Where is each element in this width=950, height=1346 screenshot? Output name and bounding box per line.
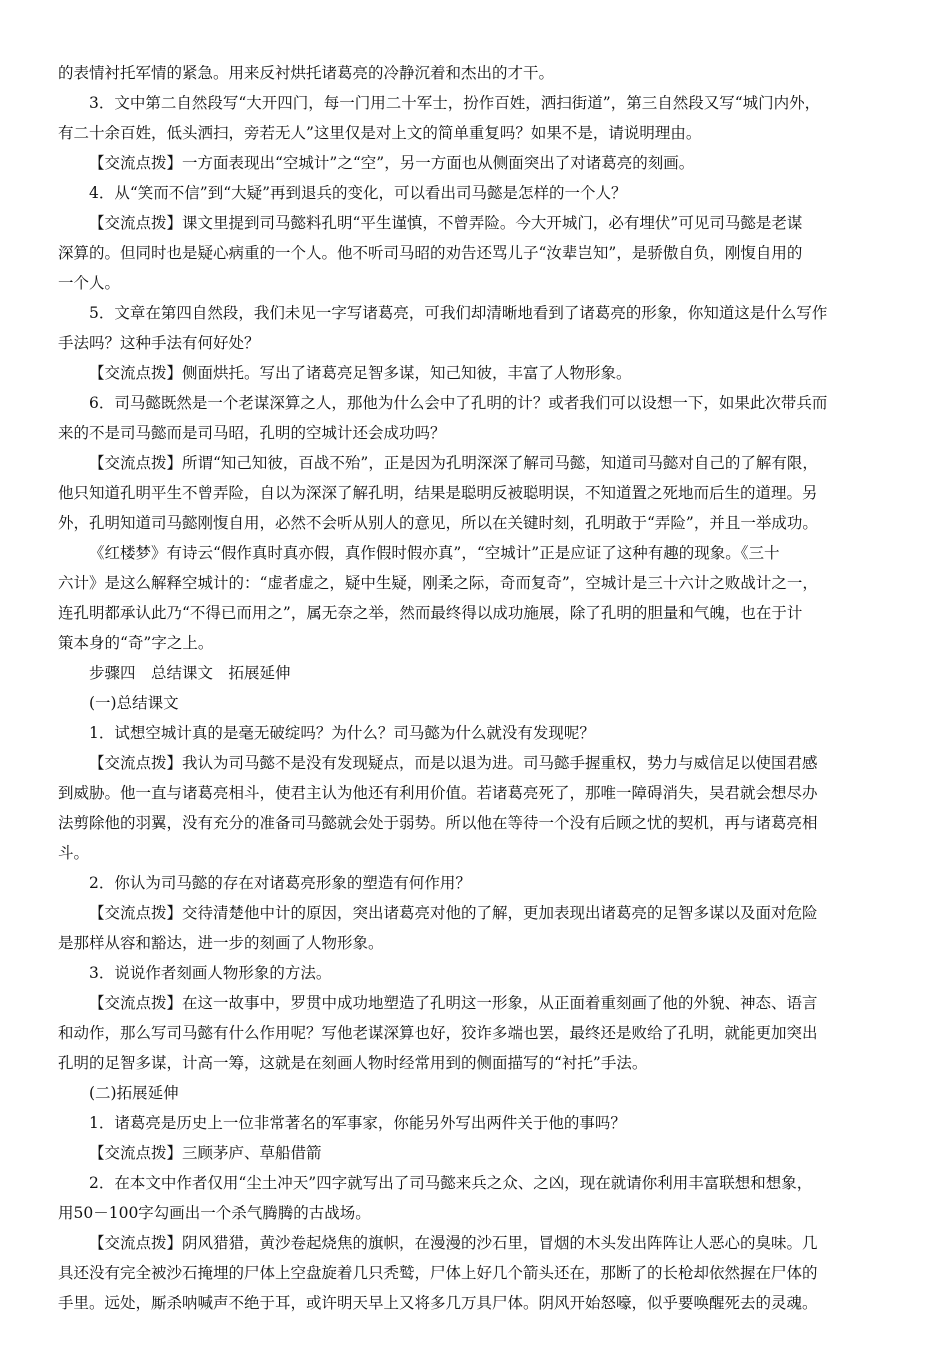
text-line: 一个人。 [58, 274, 121, 292]
text-line: 斗。 [58, 844, 90, 862]
text-line: 手里。远处，厮杀呐喊声不绝于耳，或许明天早上又将多几万具尸体。阴风开始怒嚎，似乎要唤醒死去的灵魂。 [58, 1294, 818, 1312]
text-line: 【交流点拨】我认为司马懿不是没有发现疑点，而是以退为进。司马懿手握重权，势力与威信足以使国君感 [89, 754, 818, 772]
text-line: 手法吗？这种手法有何好处？ [58, 334, 260, 352]
text-line: 1．诸葛亮是历史上一位非常著名的军事家，你能另外写出两件关于他的事吗？ [89, 1114, 626, 1132]
text-line: 【交流点拨】在这一故事中，罗贯中成功地塑造了孔明这一形象，从正面着重刻画了他的外貌、神态、语言 [89, 994, 818, 1012]
text-line: 有二十余百姓，低头洒扫，旁若无人”这里仅是对上文的简单重复吗？如果不是，请说明理由。 [58, 124, 702, 142]
text-line: 的表情衬托军情的紧急。用来反衬烘托诸葛亮的冷静沉着和杰出的才干。 [58, 64, 555, 82]
text-line: 【交流点拨】一方面表现出“空城计”之“空”，另一方面也从侧面突出了对诸葛亮的刻画。 [89, 154, 695, 172]
text-line: 法剪除他的羽翼，没有充分的准备司马懿就会处于弱势。所以他在等待一个没有后顾之忧的契机，再与诸葛亮相 [58, 814, 818, 832]
subsection-heading: (二)拓展延伸 [89, 1084, 179, 1102]
text-line: 六计》是这么解释空城计的：“虚者虚之，疑中生疑，刚柔之际，奇而复奇”，空城计是三十六计之败战计之一， [58, 574, 818, 592]
text-line: 他只知道孔明平生不曾弄险，自以为深深了解孔明，结果是聪明反被聪明误，不知道置之死地而后生的道理。另 [58, 484, 818, 502]
text-line: 1．试想空城计真的是毫无破绽吗？为什么？司马懿为什么就没有发现呢？ [89, 724, 595, 742]
text-line: 5．文章在第四自然段，我们未见一字写诸葛亮，可我们却清晰地看到了诸葛亮的形象，你知道这是什么写作 [89, 304, 828, 322]
text-line: 【交流点拨】交待清楚他中计的原因，突出诸葛亮对他的了解，更加表现出诸葛亮的足智多谋以及面对危险 [89, 904, 818, 922]
text-line: 2．你认为司马懿的存在对诸葛亮形象的塑造有何作用？ [89, 874, 471, 892]
text-line: 6．司马懿既然是一个老谋深算之人，那他为什么会中了孔明的计？或者我们可以设想一下，如果此次带兵而 [89, 394, 828, 412]
text-line: 是那样从容和豁达，进一步的刻画了人物形象。 [58, 934, 384, 952]
text-line: 外，孔明知道司马懿刚愎自用，必然不会听从别人的意见，所以在关键时刻，孔明敢于“弄险”，并且一举成功。 [58, 514, 818, 532]
text-line: 策本身的“奇”字之上。 [58, 634, 214, 652]
section-heading: 步骤四 总结课文 拓展延伸 [89, 664, 291, 682]
text-line: 深算的。但同时也是疑心病重的一个人。他不听司马昭的劝告还骂儿子“汝辈岂知”，是骄傲自负，刚愎自用的 [58, 244, 803, 262]
text-line: 【交流点拨】三顾茅庐、草船借箭 [89, 1144, 322, 1162]
text-line: 3．说说作者刻画人物形象的方法。 [89, 964, 332, 982]
text-line: 和动作，那么写司马懿有什么作用呢？写他老谋深算也好，狡诈多端也罢，最终还是败给了孔明，就能更加突出 [58, 1024, 818, 1042]
text-line: 到威胁。他一直与诸葛亮相斗，使君主认为他还有利用价值。若诸葛亮死了，那唯一障碍消失，吴君就会想尽办 [58, 784, 818, 802]
text-line: 4．从“笑而不信”到“大疑”再到退兵的变化，可以看出司马懿是怎样的一个人？ [89, 184, 627, 202]
text-line: 【交流点拨】课文里提到司马懿料孔明“平生谨慎，不曾弄险。今大开城门，必有埋伏”可见司马懿是老谋 [89, 214, 803, 232]
text-line: 连孔明都承认此乃“不得已而用之”，属无奈之举，然而最终得以成功施展，除了孔明的胆量和气魄，也在于计 [58, 604, 803, 622]
subsection-heading: (一)总结课文 [89, 694, 179, 712]
text-line: 【交流点拨】侧面烘托。写出了诸葛亮足智多谋，知己知彼，丰富了人物形象。 [89, 364, 632, 382]
text-line: 具还没有完全被沙石掩埋的尸体上空盘旋着几只秃鹫，尸体上好几个箭头还在，那断了的长枪却依然握在尸体的 [58, 1264, 818, 1282]
text-line: 【交流点拨】阴风猎猎，黄沙卷起烧焦的旗帜，在漫漫的沙石里，冒烟的木头发出阵阵让人恶心的臭味。几 [89, 1234, 818, 1252]
text-line: 【交流点拨】所谓“知己知彼，百战不殆”，正是因为孔明深深了解司马懿，知道司马懿对自己的了解有限， [89, 454, 818, 472]
text-line: 2．在本文中作者仅用“尘土冲天”四字就写出了司马懿来兵之众、之凶，现在就请你利用丰富联想和想象， [89, 1174, 813, 1192]
text-line: 用50－100字勾画出一个杀气腾腾的古战场。 [58, 1204, 371, 1222]
document-page [58, 58, 896, 1318]
text-line: 来的不是司马懿而是司马昭，孔明的空城计还会成功吗？ [58, 424, 446, 442]
text-line: 《红楼梦》有诗云“假作真时真亦假，真作假时假亦真”，“空城计”正是应证了这种有趣的现象。《三十 [89, 544, 780, 562]
text-line: 3．文中第二自然段写“大开四门，每一门用二十军士，扮作百姓，洒扫街道”，第三自然段又写“城门内外， [89, 94, 821, 112]
text-line: 孔明的足智多谋，计高一筹，这就是在刻画人物时经常用到的侧面描写的“衬托”手法。 [58, 1054, 648, 1072]
